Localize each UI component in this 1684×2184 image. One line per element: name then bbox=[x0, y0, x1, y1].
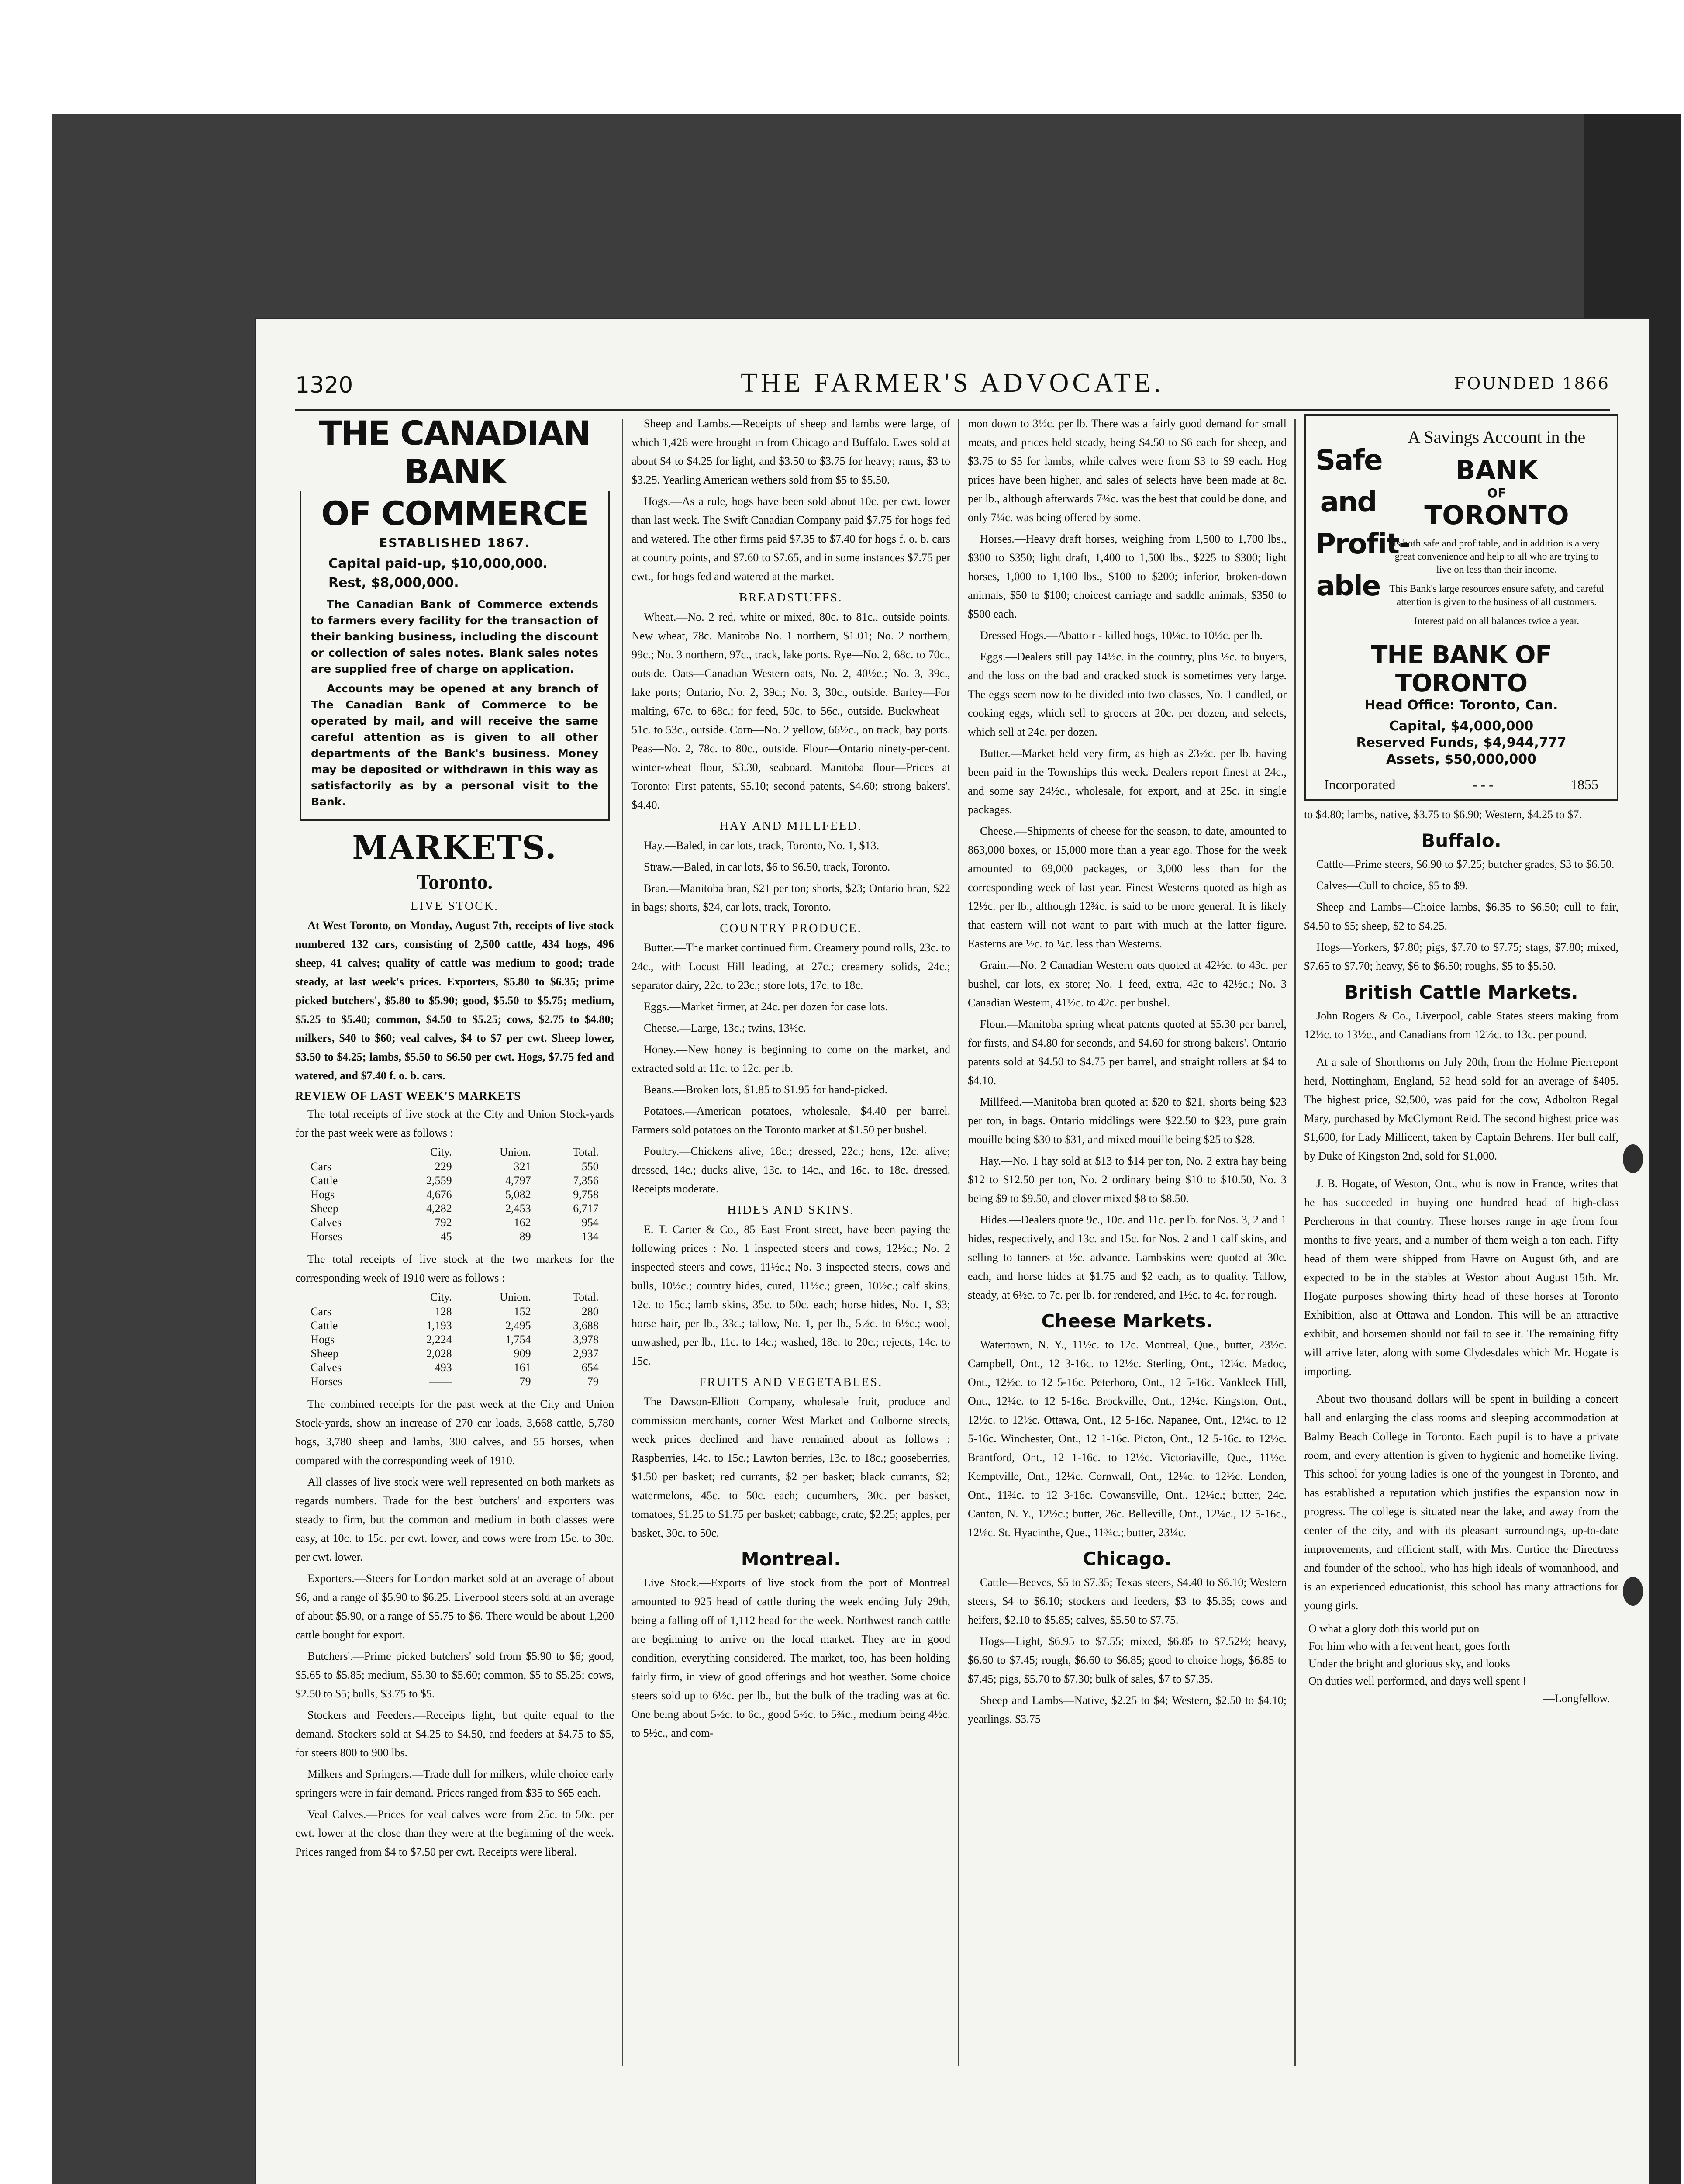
newspaper-page bbox=[256, 319, 1649, 2184]
table-row bbox=[308, 1319, 601, 1333]
article-paragraph: The total receipts of live stock at the City and Union Stock-yards for the past week were as follows : bbox=[295, 1108, 614, 1139]
table-header-row bbox=[308, 1145, 601, 1160]
table-cell: Sheep bbox=[311, 1347, 338, 1360]
safe-profitable-panel bbox=[1315, 422, 1410, 634]
table-cell: 2,559 bbox=[426, 1174, 452, 1187]
table-row bbox=[308, 1333, 601, 1347]
table-cell: 2,453 bbox=[505, 1202, 531, 1215]
article-paragraph: Sheep and Lambs.—Receipts of sheep and lambs were large, of which 1,426 were brought in from Chicago and Buffalo. Ewes sold at about $4 to $4.25 for light, and $3.50 to $3.75 for heavy; rams, $3 to $3.25. Yearling American wethers sold from $5 to $5.50. bbox=[632, 417, 950, 486]
article-paragraph: Wheat.—No. 2 red, white or mixed, 80c. to 81c., outside points. New wheat, 78c. Manitoba No. 1 northern, $1.01; No. 2 northern, 99c.; No. 3 northern, 97c., track, lake ports. Rye—No. 2, 68c. to 70c., outside. Oats—Canadian Western oats, No. 2, 40½c.; No. 3, 39c., lake ports; Ontario, No. 2, 39c.; No. 3, 30c., outside. Barley—For malting, 67c. to 68c.; for feed, 50c. to 56c., outside. Buckwheat—51c. to 53c., outside. Corn—No. 2 yellow, 66½c., on track, bay ports. Peas—No. 2, 78c. to 80c., outside. Flour—Ontario ninety-per-cent. winter-wheat flour, $3.30, seaboard. Manitoba flour—Prices at Toronto: First patents, $5.10; second patents, $4.60; strong bakers', $4.40. bbox=[632, 611, 950, 811]
ad-rest: Rest, $8,000,000. bbox=[328, 575, 459, 591]
table-cell: 45 bbox=[440, 1230, 452, 1243]
article-paragraph: About two thousand dollars will be spent in building a concert hall and enlarging the class rooms and sleeping accommodation at Balmy Beach College in Toronto. Each pupil is to have a private room, and every attention is given to hygienic and homelike living. This school for young ladies is one of the youngest in Toronto, and has established a reputation which justifies the expansion now in progress. The college is situated near the lake, and away from the center of the city, and with its pleasant surroundings, up-to-date improvements, and efficient staff, with Mrs. Curtice the Directress and founder of the school, who has high ideals of womanhood, and is an experienced educationist, this school has many attractions for young girls. bbox=[1304, 1393, 1618, 1612]
table-header-row bbox=[308, 1290, 601, 1305]
article-paragraph: Watertown, N. Y., 11½c. to 12c. Montreal, Que., butter, 23½c. Campbell, Ont., 12 3-16c. to 12½c. Sterling, Ont., 12¼c. Madoc, Ont., 12½c. to 12 5-16c. Peterboro, Ont., 12 5-16c. Vankleek Hill, Ont., 12¼c. to 12 5-16c. Brockville, Ont., 12¼c. Kingston, Ont., 12½c. to 12½c. Ottawa, Ont., 12 5-16c. Napanee, Ont., 12¼c. to 12 5-16c. Winchester, Ont., 12 1-16c. Picton, Ont., 12 5-16c. to 12½c. Brantford, Ont., 12 1-16c. to 12½c. Victoriaville, Que., 11½c. Kemptville, Ont., 12¼c. Cornwall, Ont., 12¼c. to 12½c. London, Ont., 11¾c. to 12 3-16c. Cowansville, Ont., 12¼c.; butter, 24c. Canton, N. Y., 12½c.; butter, 26c. Belleville, Ont., 12¼c., 12 5-16c., 12⅛c. St. Hyacinthe, Que., 11¾c.; butter, 23¼c. bbox=[968, 1338, 1287, 1539]
column-2 bbox=[632, 414, 950, 1745]
ad-title-line1: THE CANADIAN BANK bbox=[319, 414, 590, 491]
table-cell: 2,495 bbox=[505, 1319, 531, 1332]
table-cell: Cars bbox=[311, 1160, 331, 1173]
incorporated-label: Incorporated bbox=[1324, 777, 1396, 792]
table-row bbox=[308, 1361, 601, 1375]
ad-word: and bbox=[1320, 486, 1377, 518]
binding-hole bbox=[1623, 1144, 1643, 1173]
table-cell: 792 bbox=[435, 1216, 452, 1229]
table-header: City. bbox=[430, 1146, 452, 1158]
page-number: 1320 bbox=[295, 372, 353, 398]
table-cell: 7,356 bbox=[573, 1174, 599, 1187]
table-cell: 162 bbox=[514, 1216, 531, 1229]
column-1 bbox=[295, 414, 614, 1864]
table-cell: Horses bbox=[311, 1230, 342, 1243]
article-paragraph: Stockers and Feeders.—Receipts light, but quite equal to the demand. Stockers sold at $4.25 to $4.50, and feeders at $4.75 to $5, for steers 800 to 900 lbs. bbox=[295, 1709, 614, 1759]
article-paragraph: Veal Calves.—Prices for veal calves were from 25c. to 50c. per cwt. lower at the close than they were at the beginning of the week. Prices ranged from $4 to $7.50 per cwt. Receipts were liberal. bbox=[295, 1808, 614, 1858]
article-paragraph: Sheep and Lambs—Native, $2.25 to $4; Western, $2.50 to $4.10; yearlings, $3.75 bbox=[968, 1694, 1287, 1725]
ad-word: Profit- bbox=[1315, 528, 1410, 560]
table-cell: 954 bbox=[581, 1216, 599, 1229]
header-rule bbox=[295, 409, 1610, 411]
article-paragraph: Hogs—Yorkers, $7.80; pigs, $7.70 to $7.75; stags, $7.80; mixed, $7.65 to $7.70; heavy, $6 to $6.50; roughs, $5 to $5.50. bbox=[1304, 941, 1618, 972]
poem-author: —Longfellow. bbox=[1543, 1692, 1610, 1705]
table-cell: 2,224 bbox=[426, 1333, 452, 1346]
table-row bbox=[308, 1375, 601, 1389]
table-header: Total. bbox=[573, 1291, 599, 1303]
article-paragraph: Poultry.—Chickens alive, 18c.; dressed, 22c.; hens, 12c. alive; dressed, 14c.; ducks alive, 13c. to 14c., and 16c. to 18c. dressed. Receipts moderate. bbox=[632, 1145, 950, 1195]
table-cell: Horses bbox=[311, 1375, 342, 1388]
article-paragraph: to $4.80; lambs, native, $3.75 to $6.90; Western, $4.25 to $7. bbox=[1304, 808, 1582, 821]
article-paragraph: Hides.—Dealers quote 9c., 10c. and 11c. per lb. for Nos. 3, 2 and 1 hides, respectively, and 13c. and 15c. for Nos. 2 and 1 calf skins, and selling to tanners at ½c. advance. Lambskins were quoted at 30c. each, and horse hides at $1.75 and $2 each, as to quality. Tallow, steady, at 6½c. to 7c. per lb. for rendered, and 1½c. to 4c. for rough. bbox=[968, 1213, 1287, 1301]
table-cell: 9,758 bbox=[573, 1188, 599, 1201]
bank-name: THE BANK OF TORONTO bbox=[1371, 641, 1552, 698]
table-cell: 79 bbox=[519, 1375, 531, 1388]
article-paragraph: J. B. Hogate, of Weston, Ont., who is now in France, writes that he has succeeded in buying one hundred head of high-class Percherons in that country. These horses range in age from four months to five years, and a number of them weigh a ton each. Fifty head of them were shipped from Havre on August 6th, and are expected to be in the stables at Weston about August 15th. Mr. Hogate purposes showing thirty head of these horses at Toronto Exhibition, also at Ottawa and London. This will be an attractive exhibit, and horsemen should not fail to see it. The remaining fifty will arrive later, along with some Clydesdales which Mr. Hogate is importing. bbox=[1304, 1177, 1618, 1378]
table-cell: 6,717 bbox=[573, 1202, 599, 1215]
table-cell: 3,688 bbox=[573, 1319, 599, 1332]
article-paragraph: Cattle—Prime steers, $6.90 to $7.25; butcher grades, $3 to $6.50. bbox=[1316, 858, 1615, 871]
table-cell: Cattle bbox=[311, 1174, 338, 1187]
canadian-bank-ad bbox=[295, 414, 614, 821]
table-cell: Hogs bbox=[311, 1333, 335, 1346]
page-header bbox=[295, 368, 1610, 407]
column-rule bbox=[958, 419, 959, 2066]
article-paragraph: Beans.—Broken lots, $1.85 to $1.95 for hand-picked. bbox=[644, 1083, 888, 1096]
table-cell: 3,978 bbox=[573, 1333, 599, 1346]
poem-line: For him who with a fervent heart, goes forth bbox=[1308, 1640, 1510, 1652]
table-cell: 654 bbox=[581, 1361, 599, 1374]
table-cell: Cars bbox=[311, 1305, 331, 1318]
receipts-table-1911 bbox=[308, 1145, 601, 1244]
chicago-heading: Chicago. bbox=[1083, 1548, 1172, 1569]
table-cell: Calves bbox=[311, 1361, 342, 1374]
article-paragraph: Eggs.—Market firmer, at 24c. per dozen for case lots. bbox=[644, 1000, 888, 1013]
produce-heading: COUNTRY PRODUCE. bbox=[720, 922, 862, 935]
ad-word: Safe bbox=[1315, 444, 1382, 477]
newspaper-title: THE FARMER'S ADVOCATE. bbox=[741, 368, 1164, 398]
ad-title-line2: OF COMMERCE bbox=[321, 494, 588, 533]
incorporated-year: 1855 bbox=[1570, 777, 1598, 792]
table-cell: Cattle bbox=[311, 1319, 338, 1332]
montreal-heading: Montreal. bbox=[741, 1548, 841, 1570]
article-paragraph: Hay.—Baled, in car lots, track, Toronto, No. 1, $13. bbox=[644, 839, 880, 852]
article-paragraph: mon down to 3½c. per lb. There was a fairly good demand for small meats, and prices held steady, being $4.50 to $6 each for sheep, and $3.75 to $5 for lambs, while calves were from $3 to $9 each. Hog prices have been higher, and sales of selects have been made at 8c. per lb., although afterwards 7¾c. was the best that could be done, and only 7¼c. was being offered by some. bbox=[968, 417, 1287, 524]
table-cell: 550 bbox=[581, 1160, 599, 1173]
fruits-heading: FRUITS AND VEGETABLES. bbox=[699, 1375, 883, 1389]
poem-line: O what a glory doth this world put on bbox=[1308, 1622, 1480, 1635]
article-paragraph: Hay.—No. 1 hay sold at $13 to $14 per ton, No. 2 extra hay being $12 to $12.50 per ton, No. 2 ordinary being $10 to $10.50, No. 3 being $9 to $9.50, and clover mixed $8 to $8.50. bbox=[968, 1154, 1287, 1205]
ad-body bbox=[300, 491, 610, 821]
article-paragraph: The total receipts of live stock at the two markets for the corresponding week of 1910 were as follows : bbox=[295, 1253, 614, 1284]
hay-heading: HAY AND MILLFEED. bbox=[719, 819, 863, 833]
article-paragraph: Butter.—The market continued firm. Creamery pound rolls, 23c. to 24c., with Locust Hill leading, at 27c.; creamery solids, 24c.; separator dairy, 22c. to 23c.; store lots, 17c. to 18c. bbox=[632, 941, 950, 992]
ad-small-text: is both safe and profitable, and in addition is a very great convenience and help to all who are trying to live on less than their income. bbox=[1393, 538, 1600, 575]
bank-word: BANK bbox=[1455, 455, 1538, 486]
ad-established: ESTABLISHED 1867. bbox=[379, 536, 530, 550]
article-paragraph: Hogs—Light, $6.95 to $7.55; mixed, $6.85 to $7.52½; heavy, $6.60 to $7.45; rough, $6.60 to $6.85; good to choice hogs, $6.85 to $7.45; pigs, $5.70 to $7.30; bulk of sales, $7 to $7.35. bbox=[968, 1635, 1287, 1685]
table-header: Total. bbox=[573, 1146, 599, 1158]
article-paragraph: Cheese.—Large, 13c.; twins, 13½c. bbox=[644, 1022, 806, 1034]
incorporated-line bbox=[1315, 777, 1607, 793]
binding-hole bbox=[1623, 1577, 1643, 1606]
article-paragraph: The combined receipts for the past week at the City and Union Stock-yards, show an increase of 270 car loads, 3,668 cattle, 5,780 hogs, 3,780 sheep and lambs, 300 calves, and 55 horses, when compared with the corresponding week of 1910. bbox=[295, 1398, 614, 1467]
bank-of-toronto-ad bbox=[1304, 414, 1618, 801]
article-paragraph: Butter.—Market held very firm, as high as 23½c. per lb. having been paid in the Townships this week. Dealers report finest at 24c., and some say 24½c., wholesale, for export, and at 25c. in single packages. bbox=[968, 747, 1287, 816]
article-paragraph: Butchers'.—Prime picked butchers' sold from $5.90 to $6; good, $5.65 to $5.85; medium, $5.30 to $5.60; common, $5 to $5.25; cows, $2.50 to $5; bulls, $3.75 to $5. bbox=[295, 1650, 614, 1700]
article-paragraph: Sheep and Lambs—Choice lambs, $6.35 to $6.50; cull to fair, $4.50 to $5; sheep, $2 to $4.25. bbox=[1304, 901, 1618, 932]
article-paragraph: Straw.—Baled, in car lots, $6 to $6.50, track, Toronto. bbox=[644, 860, 890, 873]
table-header bbox=[308, 1145, 388, 1160]
founded-line: FOUNDED 1866 bbox=[1454, 374, 1610, 393]
article-paragraph: Exporters.—Steers for London market sold at an average of about $6, and a range of $5.90 to $6.25. Liverpool steers sold at an average of about $5.90, or a range of $5.75 to $6. There would be about 1,200 cattle bought for export. bbox=[295, 1572, 614, 1641]
live-stock-heading: LIVE STOCK. bbox=[410, 899, 499, 913]
breadstuffs-heading: BREADSTUFFS. bbox=[739, 591, 843, 605]
ad-para-1: The Canadian Bank of Commerce extends to farmers every facility for the transaction of their banking business, including the discount or collection of sales notes. Blank sales notes are supplied free of charge on application. bbox=[311, 598, 598, 675]
british-cattle-heading: British Cattle Markets. bbox=[1344, 981, 1578, 1003]
column-rule bbox=[622, 419, 623, 2066]
of-word: OF bbox=[1487, 486, 1506, 500]
ad-top bbox=[1315, 422, 1607, 634]
buffalo-heading: Buffalo. bbox=[1421, 830, 1501, 851]
article-paragraph: All classes of live stock were well represented on both markets as regards numbers. Trade for the best butchers' and exporters was steady to firm, but the common and medium in both classes were easy, at 10c. to 15c. per cwt. lower, and cows were from 15c. to 30c. per cwt. lower. bbox=[295, 1476, 614, 1563]
article-paragraph: Hogs.—As a rule, hogs have been sold about 10c. per cwt. lower than last week. The Swift Canadian Company paid $7.75 for hogs fed and watered. The other firms paid $7.35 to $7.40 for hogs f. o. b. cars at country points, and $7.60 to $7.65, and in some instances $7.75 per cwt., for hogs fed and watered at the market. bbox=[632, 495, 950, 583]
table-cell: 161 bbox=[514, 1361, 531, 1374]
table-row bbox=[308, 1216, 601, 1230]
table-cell: 5,082 bbox=[505, 1188, 531, 1201]
article-paragraph: Flour.—Manitoba spring wheat patents quoted at $5.30 per barrel, for firsts, and $4.80 for seconds, and $4.60 for strong bakers'. Ontario patents sold at $4.50 to $4.75 per barrel, and straight rollers at $4 to $4.10. bbox=[968, 1018, 1287, 1087]
table-row bbox=[308, 1202, 601, 1216]
table-cell: 89 bbox=[519, 1230, 531, 1243]
column-3 bbox=[968, 414, 1287, 1731]
table-cell: Hogs bbox=[311, 1188, 335, 1201]
table-cell: 321 bbox=[514, 1160, 531, 1173]
savings-line: A Savings Account in the bbox=[1408, 427, 1586, 447]
table-row bbox=[308, 1188, 601, 1202]
table-cell: 4,797 bbox=[505, 1174, 531, 1187]
article-paragraph: The Dawson-Elliott Company, wholesale fruit, produce and commission merchants, corner West Market and Colborne streets, week prices declined and have remained about as follows : Raspberries, 14c. to 15c.; Lawton berries, 13c. to 18c.; gooseberries, $1.50 per basket; red currants, $2 per basket; black currants, $2; watermelons, 45c. to 50c. each; cucumbers, 30c. per basket, tomatoes, $1.25 to $1.75 per basket; cabbage, crate, $2.25; apples, per basket, 30c. to 50c. bbox=[632, 1395, 950, 1539]
savings-panel bbox=[1381, 422, 1607, 634]
toronto-heading: Toronto. bbox=[416, 871, 493, 894]
table-cell: 1,754 bbox=[505, 1333, 531, 1346]
article-paragraph: At West Toronto, on Monday, August 7th, receipts of live stock numbered 132 cars, consisting of 2,500 cattle, 434 hogs, 496 sheep, 41 calves; quality of cattle was medium to good; trade steady, at last week's prices. Exporters, $5.80 to $6.35; prime picked butchers', $5.80 to $5.90; good, $5.50 to $5.75; medium, $5.25 to $5.40; common, $4.50 to $5.25; cows, $2.75 to $4.80; milkers, $40 to $60; veal calves, $4 to $7 per cwt. Sheep lower, $3.50 to $4.25; lambs, $5.50 to $6.50 per cwt. Hogs, $7.75 fed and watered, and $7.40 f. o. b. cars. bbox=[295, 919, 614, 1082]
table-row bbox=[308, 1230, 601, 1244]
ad-capital: Capital paid-up, $10,000,000. bbox=[328, 556, 548, 571]
table-cell: 2,028 bbox=[426, 1347, 452, 1360]
table-cell: 128 bbox=[435, 1305, 452, 1318]
article-paragraph: Eggs.—Dealers still pay 14½c. in the country, plus ½c. to buyers, and the loss on the bad and cracked stock is sometimes very large. The eggs seem now to be divided into two classes, No. 1 candled, or cooking eggs, which sell to grocers at 20c. per dozen, and selects, which sell at 24c. per dozen. bbox=[968, 650, 1287, 738]
article-paragraph: Calves—Cull to choice, $5 to $9. bbox=[1316, 879, 1468, 892]
hides-heading: HIDES AND SKINS. bbox=[727, 1203, 855, 1217]
ad-para-2: Accounts may be opened at any branch of The Canadian Bank of Commerce to be operated by mail, and will receive the same careful attention as is given to all other departments of the Bank's business. Money may be deposited or withdrawn in this way as satisfactorily as by a personal visit to the Bank. bbox=[311, 682, 598, 808]
table-row bbox=[308, 1174, 601, 1188]
table-header: Union. bbox=[500, 1146, 531, 1158]
toronto-word: TORONTO bbox=[1424, 500, 1569, 531]
table-cell: 280 bbox=[581, 1305, 599, 1318]
article-paragraph: John Rogers & Co., Liverpool, cable States steers making from 12½c. to 13½c., and Canadians from 12½c. to 13c. per pound. bbox=[1304, 1009, 1618, 1041]
head-office: Head Office: Toronto, Can. bbox=[1364, 698, 1558, 713]
poem bbox=[1304, 1620, 1618, 1707]
article-paragraph: Milkers and Springers.—Trade dull for milkers, while choice early springers were in fair demand. Prices ranged from $35 to $65 each. bbox=[295, 1768, 614, 1799]
table-cell: —— bbox=[429, 1375, 452, 1388]
column-4 bbox=[1304, 414, 1618, 1707]
table-cell: 2,937 bbox=[573, 1347, 599, 1360]
table-row bbox=[308, 1160, 601, 1174]
article-paragraph: Cattle—Beeves, $5 to $7.35; Texas steers, $4.40 to $6.10; Western steers, $4 to $6.10; stockers and feeders, $3 to $5.35; cows and heifers, $2.10 to $5.85; calves, $5.50 to $7.75. bbox=[968, 1576, 1287, 1626]
poem-line: On duties well performed, and days well spent ! bbox=[1308, 1675, 1526, 1687]
table-cell: 134 bbox=[581, 1230, 599, 1243]
table-cell: 1,193 bbox=[426, 1319, 452, 1332]
table-cell: Sheep bbox=[311, 1202, 338, 1215]
table-cell: 909 bbox=[514, 1347, 531, 1360]
table-cell: 4,282 bbox=[426, 1202, 452, 1215]
table-header bbox=[308, 1290, 388, 1305]
ad-small-text: This Bank's large resources ensure safety, and careful attention is given to the business of all customers. bbox=[1389, 583, 1604, 607]
article-paragraph: Cheese.—Shipments of cheese for the season, to date, amounted to 863,000 boxes, or 15,000 more than a year ago. Those for the week amounted to 69,000 packages, or 3,000 less than for the corresponding week of last year. Finest Westerns quoted as high as 12½c. per lb., although 12¾c. is said to be more general. It is likely that eastern will not want to part with much at the latter figure. Easterns are ½c. to ¼c. less than Westerns. bbox=[968, 825, 1287, 950]
assets-figure: Assets, $50,000,000 bbox=[1386, 752, 1536, 767]
table-header: City. bbox=[430, 1291, 452, 1303]
table-cell: Calves bbox=[311, 1216, 342, 1229]
ad-small-text: Interest paid on all balances twice a year. bbox=[1414, 615, 1580, 626]
article-paragraph: Live Stock.—Exports of live stock from the port of Montreal amounted to 925 head of cattle during the week ending July 29th, being a falling off of 1,112 head for the week. Northwest ranch cattle are beginning to arrive on the local market. They are in good condition, everything considered. The market, too, has been holding fairly firm, in view of good offerings and hot weather. Some choice steers sold up to 6½c. per lb., but the bulk of the trading was at 6c. One being about 5½c. to 6c., good 5½c. to 5¾c., medium being 4½c. to 5½c., and com- bbox=[632, 1576, 950, 1739]
review-heading: REVIEW OF LAST WEEK'S MARKETS bbox=[295, 1089, 521, 1102]
table-row bbox=[308, 1347, 601, 1361]
article-paragraph: Honey.—New honey is beginning to come on the market, and extracted sold at 11c. to 12c. per lb. bbox=[632, 1043, 950, 1075]
article-paragraph: E. T. Carter & Co., 85 East Front street, have been paying the following prices : No. 1 inspected steers and cows, 12½c.; No. 2 inspected steers and cows, 11½c.; No. 3 inspected steers, cows and bulls, 10½c.; country hides, cured, 11½c.; green, 10½c.; calf skins, 12c. to 15c.; lamb skins, 35c. to 50c. each; horse hides, No. 1, $3; horse hair, per lb., 33c.; tallow, No. 1, per lb., 5½c. to 6½c.; wool, unwashed, per lb., 11c. to 14c.; washed, 18c. to 20c.; rejects, 14c. to 15c. bbox=[632, 1223, 950, 1367]
article-paragraph: Dressed Hogs.—Abattoir - killed hogs, 10¼c. to 10½c. per lb. bbox=[980, 629, 1263, 642]
table-cell: 152 bbox=[514, 1305, 531, 1318]
article-paragraph: Grain.—No. 2 Canadian Western oats quoted at 42½c. to 43c. per bushel, car lots, ex store; No. 1 feed, extra, 42c to 42½c.; No. 3 Canadian Western, 41½c. to 42c. per bushel. bbox=[968, 959, 1287, 1009]
ad-word: able bbox=[1316, 570, 1380, 602]
column-rule bbox=[1294, 419, 1296, 2066]
table-cell: 79 bbox=[587, 1375, 599, 1388]
cheese-markets-heading: Cheese Markets. bbox=[1041, 1310, 1213, 1332]
article-paragraph: At a sale of Shorthorns on July 20th, from the Holme Pierrepont herd, Nottingham, England, 52 head sold for an average of $405. The highest price, $2,500, was paid for the cow, Adbolton Regal Mary, purchased by McClymont Reid. The second highest price was $1,600, for Lady Millicent, taken by Captain Behrens. Her bull calf, by Duke of Kingston 2nd, sold for $1,000. bbox=[1304, 1056, 1618, 1162]
table-cell: 229 bbox=[435, 1160, 452, 1173]
table-row bbox=[308, 1305, 601, 1319]
reserved-figure: Reserved Funds, $4,944,777 bbox=[1356, 735, 1567, 750]
table-header: Union. bbox=[500, 1291, 531, 1303]
article-paragraph: Potatoes.—American potatoes, wholesale, $4.40 per barrel. Farmers sold potatoes on the Toronto market at $1.50 per bushel. bbox=[632, 1105, 950, 1136]
incorporated-dashes: - - - bbox=[1472, 777, 1494, 792]
capital-figure: Capital, $4,000,000 bbox=[1389, 719, 1534, 734]
article-paragraph: Millfeed.—Manitoba bran quoted at $20 to $21, shorts being $23 per ton, in bags. Ontario middlings were $22.50 to $23, pure grain mouille being $30 to $31, and mixed mouille being $25 to $28. bbox=[968, 1095, 1287, 1146]
markets-heading: MARKETS. bbox=[352, 829, 557, 867]
table-cell: 4,676 bbox=[426, 1188, 452, 1201]
poem-line: Under the bright and glorious sky, and looks bbox=[1308, 1657, 1510, 1670]
receipts-table-1910 bbox=[308, 1290, 601, 1389]
article-paragraph: Horses.—Heavy draft horses, weighing from 1,500 to 1,700 lbs., $300 to $350; light draft, 1,400 to 1,500 lbs., $225 to $300; light horses, 1,000 to 1,100 lbs., $100 to $200; inferior, broken-down animals, $50 to $100; choicest carriage and saddle animals, $350 to $500 each. bbox=[968, 532, 1287, 620]
table-cell: 493 bbox=[435, 1361, 452, 1374]
article-paragraph: Bran.—Manitoba bran, $21 per ton; shorts, $23; Ontario bran, $22 in bags; shorts, $24, car lots, track, Toronto. bbox=[632, 882, 950, 913]
